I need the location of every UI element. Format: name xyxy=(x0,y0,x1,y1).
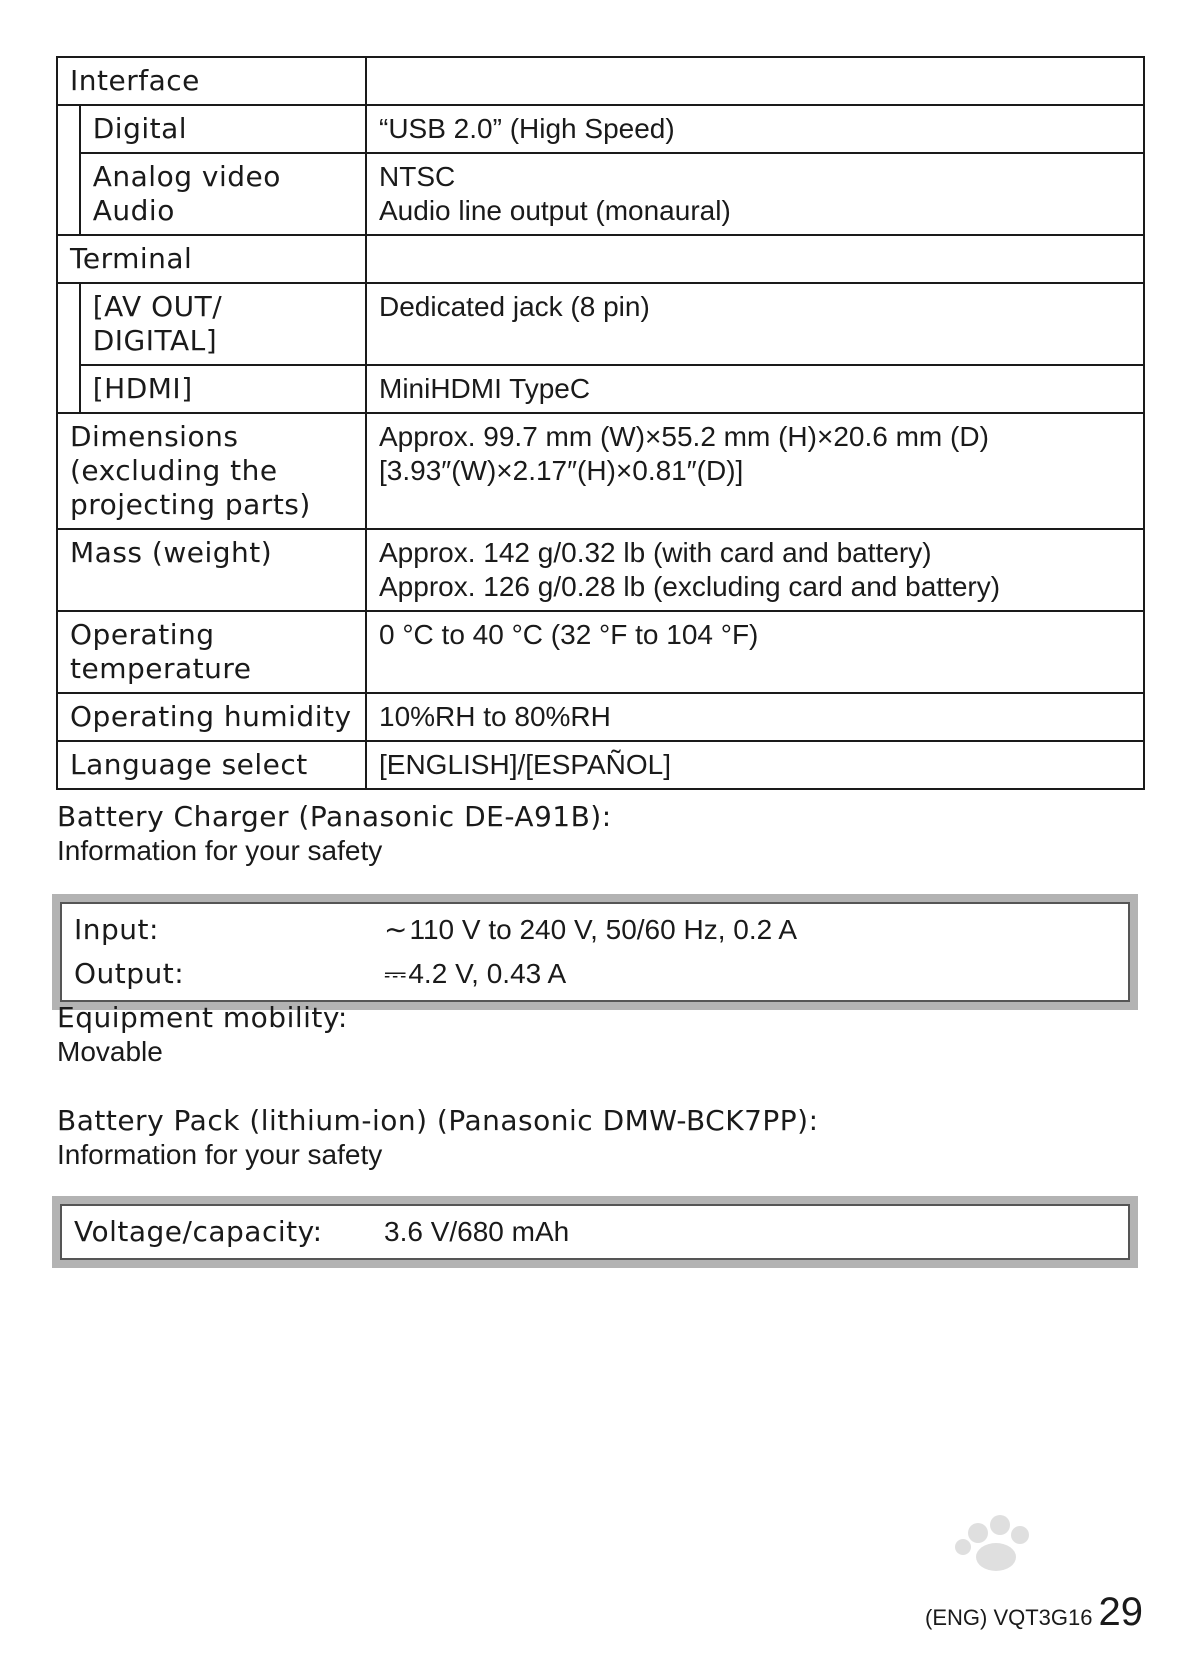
charger-section xyxy=(57,800,612,868)
analog-value-line1: NTSC xyxy=(379,161,456,192)
interface-label: Interface xyxy=(57,57,366,105)
charger-input-row xyxy=(74,908,1128,952)
analog-label-line1: Analog video xyxy=(92,160,281,193)
output-label: Output: xyxy=(74,957,185,990)
avout-label-line2: DIGITAL] xyxy=(92,324,218,357)
language-select-value: [ENGLISH]/[ESPAÑOL] xyxy=(366,741,1144,789)
indent-cell xyxy=(57,283,80,413)
battery-spec-inner xyxy=(60,1204,1130,1260)
input-label: Input: xyxy=(74,913,159,946)
charger-spec-inner xyxy=(60,902,1130,1002)
table-row xyxy=(57,413,1144,529)
table-row xyxy=(57,741,1144,789)
table-row xyxy=(57,57,1144,105)
operating-humidity-label: Operating humidity xyxy=(57,693,366,741)
digital-label: Digital xyxy=(80,105,366,153)
indent-cell xyxy=(57,105,80,235)
mobility-section xyxy=(57,1001,348,1069)
dimensions-label-line2: (excluding the xyxy=(70,454,278,487)
table-row xyxy=(57,693,1144,741)
digital-value: “USB 2.0” (High Speed) xyxy=(366,105,1144,153)
table-row xyxy=(57,283,1144,365)
output-value: 4.2 V, 0.43 A xyxy=(408,958,567,989)
ac-symbol-icon: ∼ xyxy=(384,914,408,945)
terminal-label: Terminal xyxy=(57,235,366,283)
charger-output-row xyxy=(74,952,1128,996)
hdmi-value: MiniHDMI TypeC xyxy=(366,365,1144,413)
table-row xyxy=(57,105,1144,153)
battery-subheading: Information for your safety xyxy=(57,1139,383,1170)
interface-value xyxy=(366,57,1144,105)
table-row xyxy=(57,529,1144,611)
battery-section xyxy=(57,1104,819,1172)
avout-label xyxy=(80,283,366,365)
table-row xyxy=(57,235,1144,283)
input-value: 110 V to 240 V, 50/60 Hz, 0.2 A xyxy=(409,914,798,945)
mobility-value: Movable xyxy=(57,1036,163,1067)
hdmi-label: [HDMI] xyxy=(80,365,366,413)
mass-value-line2: Approx. 126 g/0.28 lb (excluding card and battery) xyxy=(379,571,1001,602)
avout-label-line1: [AV OUT/ xyxy=(92,290,223,323)
dimensions-label xyxy=(57,413,366,529)
analog-value-line2: Audio line output (monaural) xyxy=(379,195,731,226)
dc-symbol-icon: ⎓ xyxy=(384,958,407,989)
paw-icon xyxy=(955,1515,1029,1571)
document-code: (ENG) VQT3G16 xyxy=(925,1605,1093,1630)
charger-subheading: Information for your safety xyxy=(57,835,383,866)
output-value-wrap xyxy=(384,952,1128,996)
input-value-wrap xyxy=(384,908,1128,952)
analog-label xyxy=(80,153,366,235)
mass-label: Mass (weight) xyxy=(57,529,366,611)
spec-table xyxy=(56,56,1145,790)
dimensions-label-line3: projecting parts) xyxy=(70,488,311,521)
operating-temperature-value: 0 °C to 40 °C (32 °F to 104 °F) xyxy=(366,611,1144,693)
page-number: 29 xyxy=(1098,1590,1143,1634)
optemp-label-line1: Operating xyxy=(70,618,215,651)
page-footer xyxy=(925,1590,1143,1635)
battery-spec-box xyxy=(52,1196,1138,1268)
terminal-value xyxy=(366,235,1144,283)
analog-label-line2: Audio xyxy=(92,194,175,227)
language-select-label: Language select xyxy=(57,741,366,789)
dimensions-value xyxy=(366,413,1144,529)
charger-heading: Battery Charger (Panasonic DE-A91B): xyxy=(57,800,612,833)
mass-value xyxy=(366,529,1144,611)
battery-voltage-row xyxy=(74,1210,1128,1254)
table-row xyxy=(57,153,1144,235)
operating-humidity-value: 10%RH to 80%RH xyxy=(366,693,1144,741)
mobility-heading: Equipment mobility: xyxy=(57,1001,348,1034)
dimensions-label-line1: Dimensions xyxy=(70,420,239,453)
dimensions-value-line1: Approx. 99.7 mm (W)×55.2 mm (H)×20.6 mm (D) xyxy=(379,421,989,452)
analog-value xyxy=(366,153,1144,235)
battery-heading: Battery Pack (lithium-ion) (Panasonic DMW-BCK7PP): xyxy=(57,1104,819,1137)
table-row xyxy=(57,365,1144,413)
table-row xyxy=(57,611,1144,693)
mass-value-line1: Approx. 142 g/0.32 lb (with card and battery) xyxy=(379,537,932,568)
charger-spec-box xyxy=(52,894,1138,1010)
optemp-label-line2: temperature xyxy=(70,652,252,685)
voltage-label: Voltage/capacity: xyxy=(74,1215,323,1248)
voltage-value: 3.6 V/680 mAh xyxy=(384,1216,570,1247)
operating-temperature-label xyxy=(57,611,366,693)
avout-value: Dedicated jack (8 pin) xyxy=(366,283,1144,365)
dimensions-value-line2: [3.93″(W)×2.17″(H)×0.81″(D)] xyxy=(379,455,744,486)
